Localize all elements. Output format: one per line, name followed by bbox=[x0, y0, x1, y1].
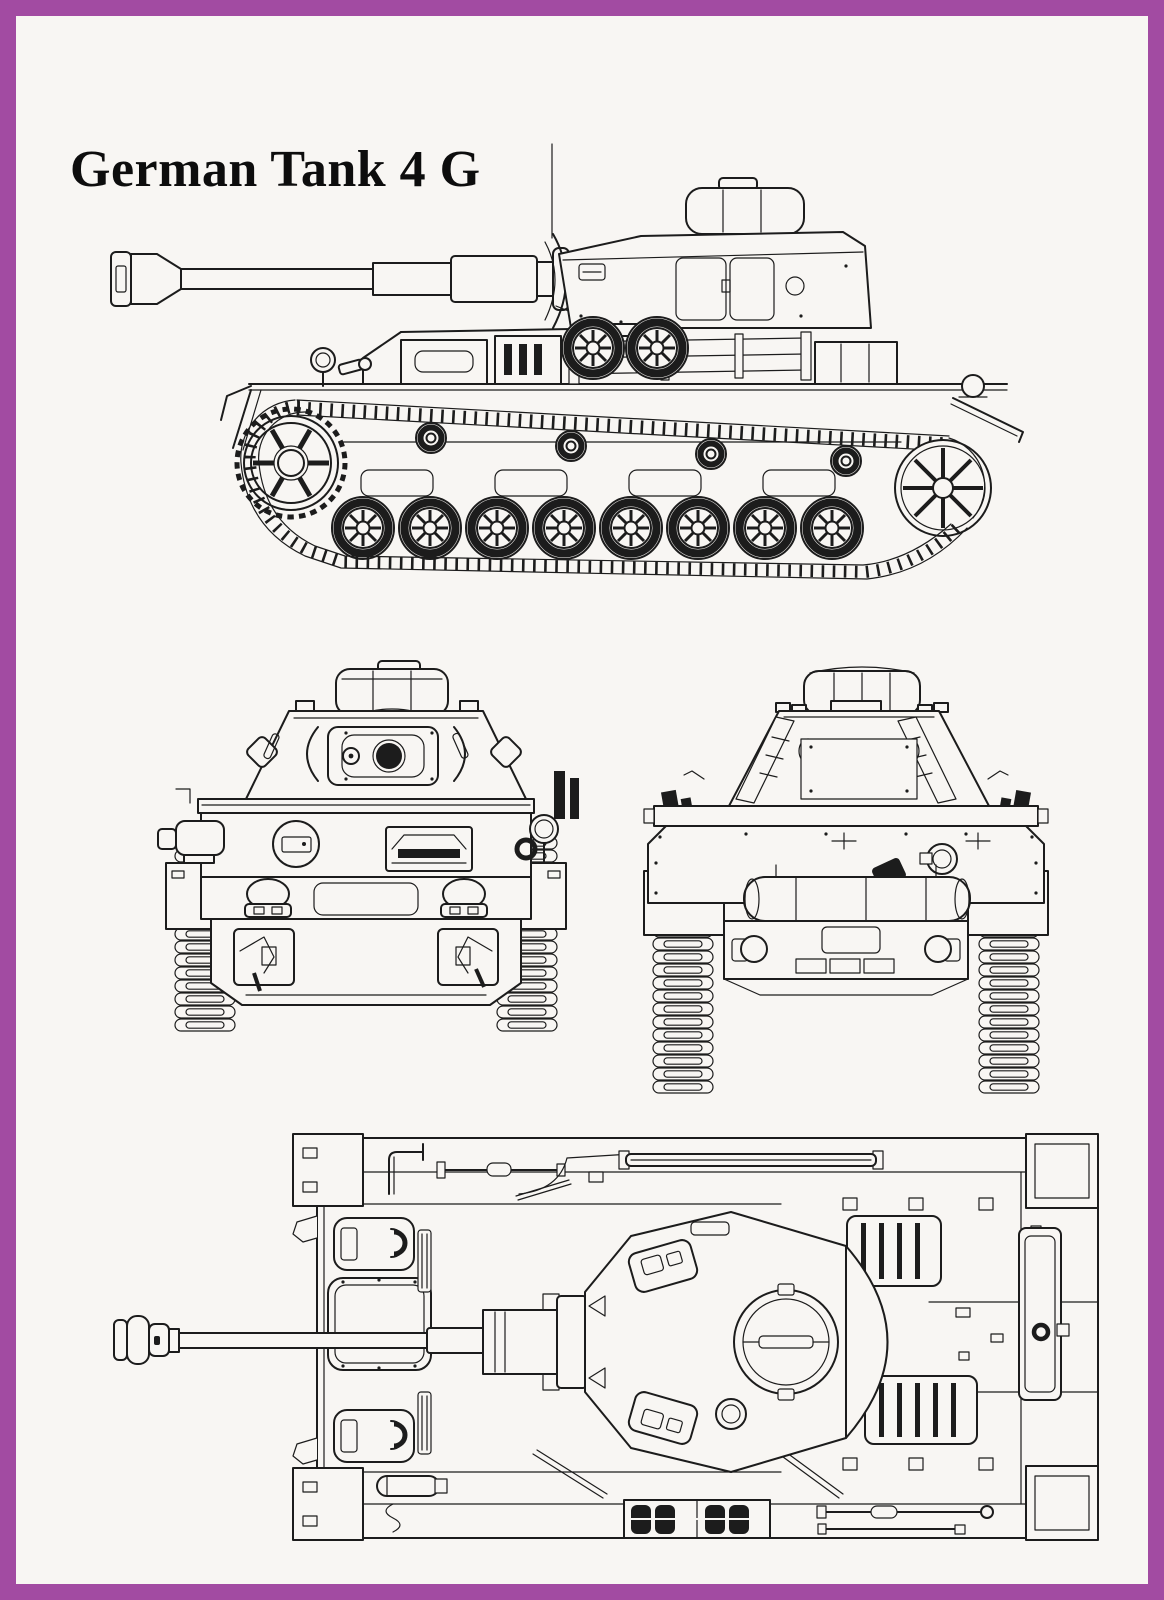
front-view-drawing bbox=[146, 651, 586, 1051]
top-view-drawing bbox=[91, 1096, 1123, 1594]
turret-plan bbox=[585, 1212, 888, 1472]
gun-barrel bbox=[111, 234, 621, 332]
running-gear bbox=[237, 400, 991, 579]
turret-rear bbox=[729, 667, 989, 806]
turret bbox=[245, 661, 526, 799]
stowage-bin-plan bbox=[1019, 1228, 1069, 1400]
page-title: German Tank 4 G bbox=[70, 141, 481, 198]
hull-front bbox=[198, 799, 534, 1005]
headlight bbox=[158, 821, 224, 863]
rear-view-drawing bbox=[626, 651, 1066, 1051]
spare-track-tray bbox=[624, 1500, 770, 1538]
side-view-drawing bbox=[101, 136, 1031, 586]
turret bbox=[559, 178, 871, 328]
